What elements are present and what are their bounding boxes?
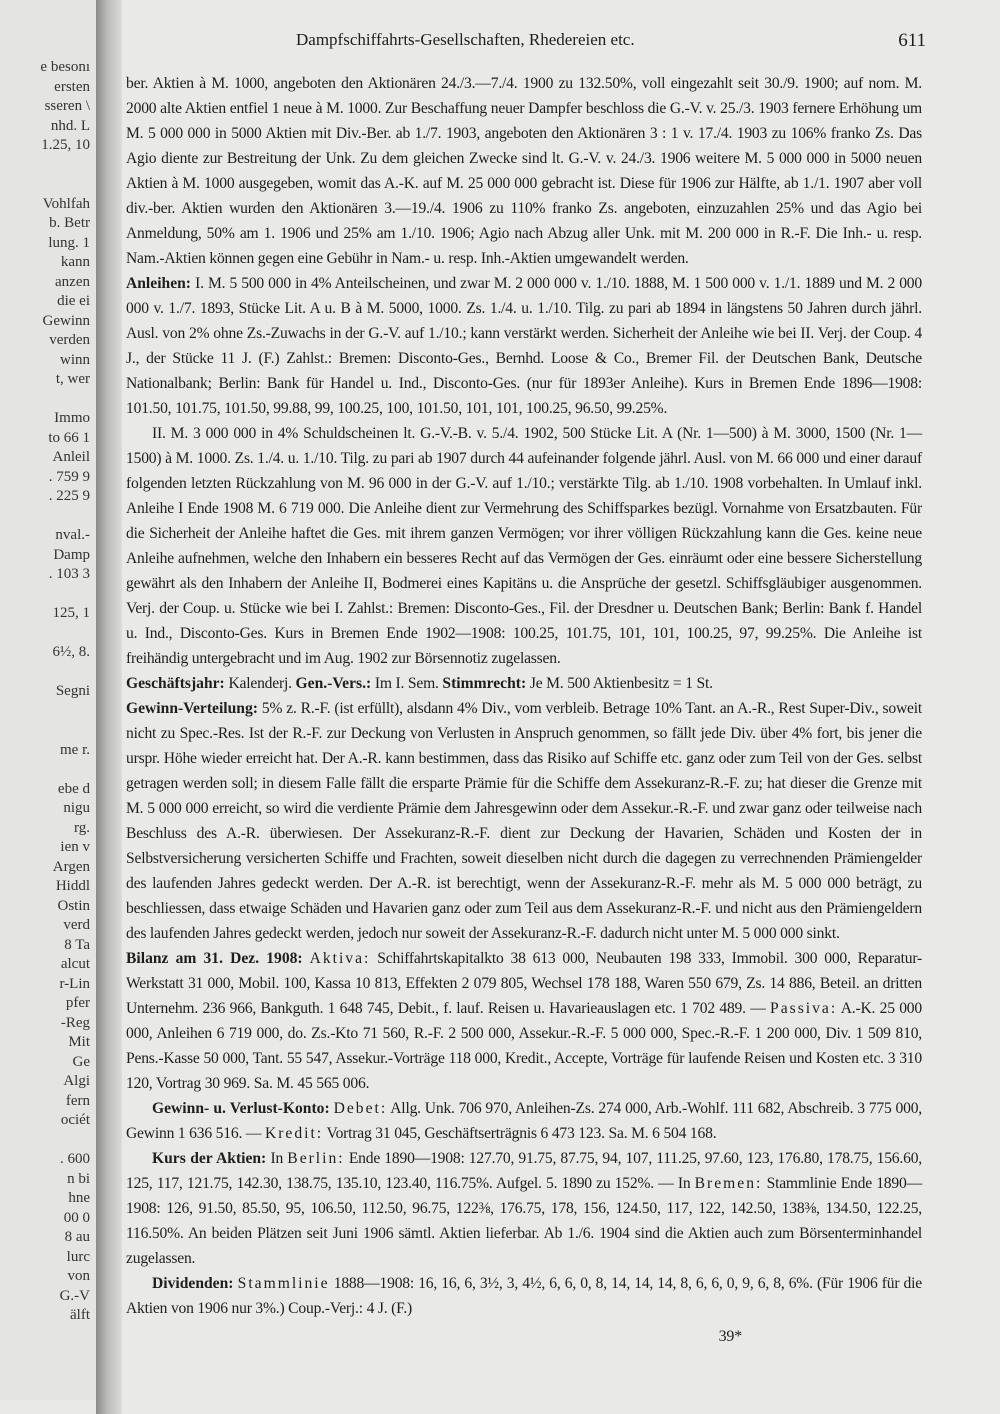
berlin-label: Berlin: xyxy=(287,1150,345,1167)
section-label: Dividenden: xyxy=(152,1275,234,1292)
fiscal-year-text: Kalenderj. xyxy=(224,675,296,692)
dividends-text: 1888—1908: 16, 16, 6, 3½, 3, 4½, 6, 6, 0, 8, 14, 14, 14, 8, 6, 6, 0, 9, 6, 8, 6%. (Für 1906 für die Aktien von 1906 nur 3%.) Coup.-Verj.: 4 J. (F.) xyxy=(126,1275,922,1317)
capital-paragraph xyxy=(126,71,922,271)
credit-label: Kredit: xyxy=(264,1125,324,1142)
profit-distribution-paragraph xyxy=(126,696,922,946)
balance-sheet-paragraph xyxy=(126,946,922,1096)
spacer-text xyxy=(303,950,310,967)
capital-text: ber. Aktien à M. 1000, angeboten den Aktionären 24./3.—7./4. 1900 zu 132.50%, voll eingezahlt seit 30./9. 1900; auf nom. M. 2000 alte Aktien entfiel 1 neue à M. 1000. Zur Beschaffung neuer Dampfer beschloss die G.-V. v. 25./3. 1903 fernere Erhöhung um M. 5 000 000 in 5000 Aktien mit Div.-Ber. ab 1./7. 1903, angeboten den Aktionären 3 : 1 v. 17./4. 1903 zu 106% franko Zs. Das Agio diente zur Bestreitung der Unk. Zu dem gleichen Zwecke sind lt. G.-V. v. 24./3. 1906 weitere M. 5 000 000 in 5000 neuen Aktien à M. 1000 ausgegeben, womit das A.-K. auf M. 25 000 000 gebracht ist. Diese für 1906 zur Hälfte, ab 1./1. 1907 aber voll div.-ber. Aktien wurden den Aktionären 3.—19./4. 1906 zu 110% franko Zs. angeboten, einzuzahlen 25% und das Agio bei Anmeldung, 50% am 1. 1906 und 25% am 1./10. 1906; Agio nach Abzug aller Unk. mit M. 200 000 in R.-F. Die Inh.- u. resp. Nam.-Aktien können gegen eine Gebühr in Nam.- u. resp. Inh.-Aktien umgewandelt werden. xyxy=(126,75,922,267)
running-title: Dampfschiffahrts-Gesellschaften, Rhedereien etc. xyxy=(296,30,635,49)
general-meeting-text: Im I. Sem. xyxy=(371,675,443,692)
profit-distribution-text: 5% z. R.-F. (ist erfüllt), alsdann 4% Div., vom verbleib. Betrage 10% Tant. an A.-R., Rest Super-Div., soweit nicht zu Spec.-Res. Ist der R.-F. zur Deckung von Verlusten in Anspruch genommen, so fällt jede Div. über 4% fort, bis jener die urspr. Höhe wieder erreicht hat. Der A.-R. kann bestimmen, dass das Risiko auf Schiffe etc. ganz oder zum Teil von der Ges. selbst getragen werden soll; in diesem Falle fällt die ersparte Prämie für die Schiffe dem Assekuranz-R.-F. zu; hat dieser die Grenze mit M. 5 000 000 erreicht, so wird die verdiente Prämie dem Jahresgewinn oder dem Assekur.-R.-F. und zwar ganz oder teilweise nach Beschluss des A.-R. überwiesen. Der Assekuranz-R.-F. dient zur Deckung der Havarien, Schäden und Kosten der in Selbstversicherung versicherten Schiffe und Frachten, soweit dieselben nicht durch die dagegen zu verrechnenden Prämiengelder des laufenden Jahres gedeckt werden. Der A.-R. ist berechtigt, wenn der Assekuranz-R.-F. mehr als M. 5 000 000 beträgt, zu beschliessen, dass etwaige Schäden und Havarien ganz oder zum Teil aus dem Assekuranz-R.-F. und nicht aus den Prämiengeldern des laufenden Jahres gedeckt werden, jedoch nur soweit der Assekuranz-R.-F. dadurch nicht unter M. 5 000 000 sinkt. xyxy=(126,700,922,942)
assets-label: Aktiva: xyxy=(309,950,371,967)
page-number: 611 xyxy=(898,30,926,51)
section-label: Gewinn-Verteilung: xyxy=(126,700,258,717)
credit-text: Vortrag 31 045, Geschäftserträgnis 6 473 123. Sa. M. 6 504 168. xyxy=(323,1125,717,1142)
section-label: Stimmrecht: xyxy=(442,675,527,692)
voting-right-text: Je M. 500 Aktienbesitz = 1 St. xyxy=(526,675,713,692)
section-label: Gewinn- u. Verlust-Konto: xyxy=(152,1100,330,1117)
signature-mark: 39* xyxy=(718,1328,742,1345)
adjacent-page-fragment xyxy=(0,0,96,1400)
running-header xyxy=(296,30,926,54)
adjacent-page-text: e besonı ersten sseren \ nhd. L 1.25, 10 Vohlfah b. Betr lung. 1 kann anzen die ei Gewinn verden winn t, wer Immo to 66 1 Anleil . 759 9 . 225 9 nval.- Damp . 103 3 125, 1 6½, 8. Segni me r. ebe d nigu rg. ien v Argen Hiddl Ostin verd 8 Ta alcut r-Lin pfer -Reg Mit Ge Algi fern ociét . 600 n bi hne 00 0 8 au lurc von G.-V älft xyxy=(40,59,90,1323)
dividends-paragraph xyxy=(126,1271,922,1321)
book-gutter-shadow xyxy=(96,0,122,1414)
fiscal-year-paragraph xyxy=(126,671,922,696)
liabilities-text: A.-K. 25 000 000, Anleihen 6 719 000, do. Zs.-Kto 71 560, R.-F. 2 500 000, Assekur.-R.-F. 5 000 000, Spec.-R.-F. 1 200 000, Div. 1 509 810, Pens.-Kasse 50 000, Tant. 55 547, Assekur.-Vorträge 118 000, Kredit., Accepte, Vorträge für laufende Reisen und Kosten etc. 3 310 120, Vortrag 30 969. Sa. M. 45 565 006. xyxy=(126,1000,922,1092)
section-label: Kurs der Aktien: xyxy=(152,1150,267,1167)
document-body xyxy=(126,71,922,1347)
section-label: Anleihen: xyxy=(126,275,191,292)
share-price-paragraph xyxy=(126,1146,922,1271)
bremen-prices-text: Stammlinie Ende 1890—1908: 126, 91.50, 85.50, 95, 106.50, 112.50, 96.75, 122⅜, 176.75, 178, 156, 124.50, 117, 122, 142.50, 138⅜, 134.50, 122.25, 116.50%. An beiden Plätzen seit Juni 1906 sämtl. Aktien lieferbar. Ab 1./6. 1904 sind die Aktien auch zum Börsenterminhandel zugelassen. xyxy=(126,1175,922,1267)
section-label: Bilanz am 31. Dez. 1908: xyxy=(126,950,303,967)
loan-ii-text: II. M. 3 000 000 in 4% Schuldscheinen lt. G.-V.-B. v. 5./4. 1902, 500 Stücke Lit. A (Nr. 1—500) à M. 3000, 1500 (Nr. 1—1500) à M. 1000. Zs. 1./4. u. 1./10. Tilg. zu pari ab 1907 durch 44 aufeinander folgende jährl. Ausl. von M. 66 000 und einer darauf folgenden letzten Rückzahlung von M. 96 000 in der G.-V. auf 1./10.; verstärkte Tilg. ab 1./10. 1908 vorbehalten. In Umlauf inkl. Anleihe I Ende 1908 M. 6 719 000. Die Anleihe dient zur Vermehrung des Schiffsparkes bezügl. Vornahme von Ersatzbauten. Für die Sicherheit der Anleihe haftet die Ges. mit ihrem ganzen Vermögen; vor ihrer völligen Rückzahlung kann die Ges. keine neue Anleihe aufnehmen, welche den Inhabern ein besseres Recht auf das Vermögen der Ges. einräumt oder eine bessere Sicherstellung gewährt als den Inhabern der Anleihe II, Bodmerei eines Kapitäns u. die Ansprüche der gesetzl. Schiffsgläubiger ausgenommen. Verj. der Coup. u. Stücke wie bei I. Zahlst.: Bremen: Disconto-Ges., Fil. der Dresdner u. Deutschen Bank; Berlin: Bank f. Handel u. Ind., Disconto-Ges. Kurs in Bremen Ende 1902—1908: 100.25, 101.75, 101, 101, 100.25, 97, 99.25%. Die Anleihe ist freihändig untergebracht und im Aug. 1902 zur Börsennotiz zugelassen. xyxy=(126,425,922,667)
loan-ii-paragraph xyxy=(126,421,922,671)
debit-label: Debet: xyxy=(333,1100,388,1117)
assets-text: Schiffahrtskapitalkto 38 613 000, Neubauten 198 333, Immobil. 300 000, Reparatur-Werkstatt 31 000, Mobil. 100, Kassa 10 813, Effekten 2 079 805, Wechsel 178 188, Waren 550 679, Zs. 14 886, Beteil. an dritten Unternehm. 236 966, Bankguth. 1 648 745, Debit., f. lauf. Reisen u. Havarieauslagen etc. 1 702 489. — xyxy=(126,950,922,1017)
stammlinie-label: Stammlinie xyxy=(237,1275,330,1292)
bremen-label: Bremen: xyxy=(694,1175,763,1192)
loans-text: I. M. 5 500 000 in 4% Anteilscheinen, und zwar M. 2 000 000 v. 1./10. 1888, M. 1 500 000 v. 1./1. 1889 und M. 2 000 000 v. 1./7. 1893, Stücke Lit. A u. B à M. 5000, 1000. Zs. 1./4. u. 1./10. Tilg. zu pari ab 1894 in längstens 50 Jahren durch jährl. Ausl. von 2% ohne Zs.-Zuwachs in der G.-V. auf 1./10.; kann verstärkt werden. Sicherheit der Anleihe wie bei II. Verj. der Coup. 4 J., der Stücke 11 J. (F.) Zahlst.: Bremen: Disconto-Ges., Bernhd. Loose & Co., Bremer Fil. der Deutschen Bank, Deutsche Nationalbank; Berlin: Bank für Handel u. Ind., Disconto-Ges. (nur für 1893er Anleihe). Kurs in Bremen Ende 1896—1908: 101.50, 101.75, 101.50, 99.88, 99, 100.25, 100, 101.50, 101, 101, 100.25, 96.50, 99.25%. xyxy=(126,275,922,417)
debit-text: Allg. Unk. 706 970, Anleihen-Zs. 274 000, Arb.-Wohlf. 111 682, Abschreib. 3 775 000, Gewinn 1 636 516. — xyxy=(126,1100,922,1142)
berlin-prices-text: Ende 1890—1908: 127.70, 91.75, 87.75, 94, 107, 111.25, 97.60, 123, 176.80, 178.75, 156.60, 125, 117, 121.75, 142.30, 138.75, 135.10, 123.40, 116.75%. Aufgel. 5. 1890 zu 152%. — In xyxy=(126,1150,922,1192)
section-label: Gen.-Vers.: xyxy=(295,675,372,692)
profit-loss-paragraph xyxy=(126,1096,922,1146)
share-price-text: In xyxy=(266,1150,288,1167)
section-label: Geschäftsjahr: xyxy=(126,675,225,692)
loans-paragraph xyxy=(126,271,922,421)
liabilities-label: Passiva: xyxy=(770,1000,838,1017)
